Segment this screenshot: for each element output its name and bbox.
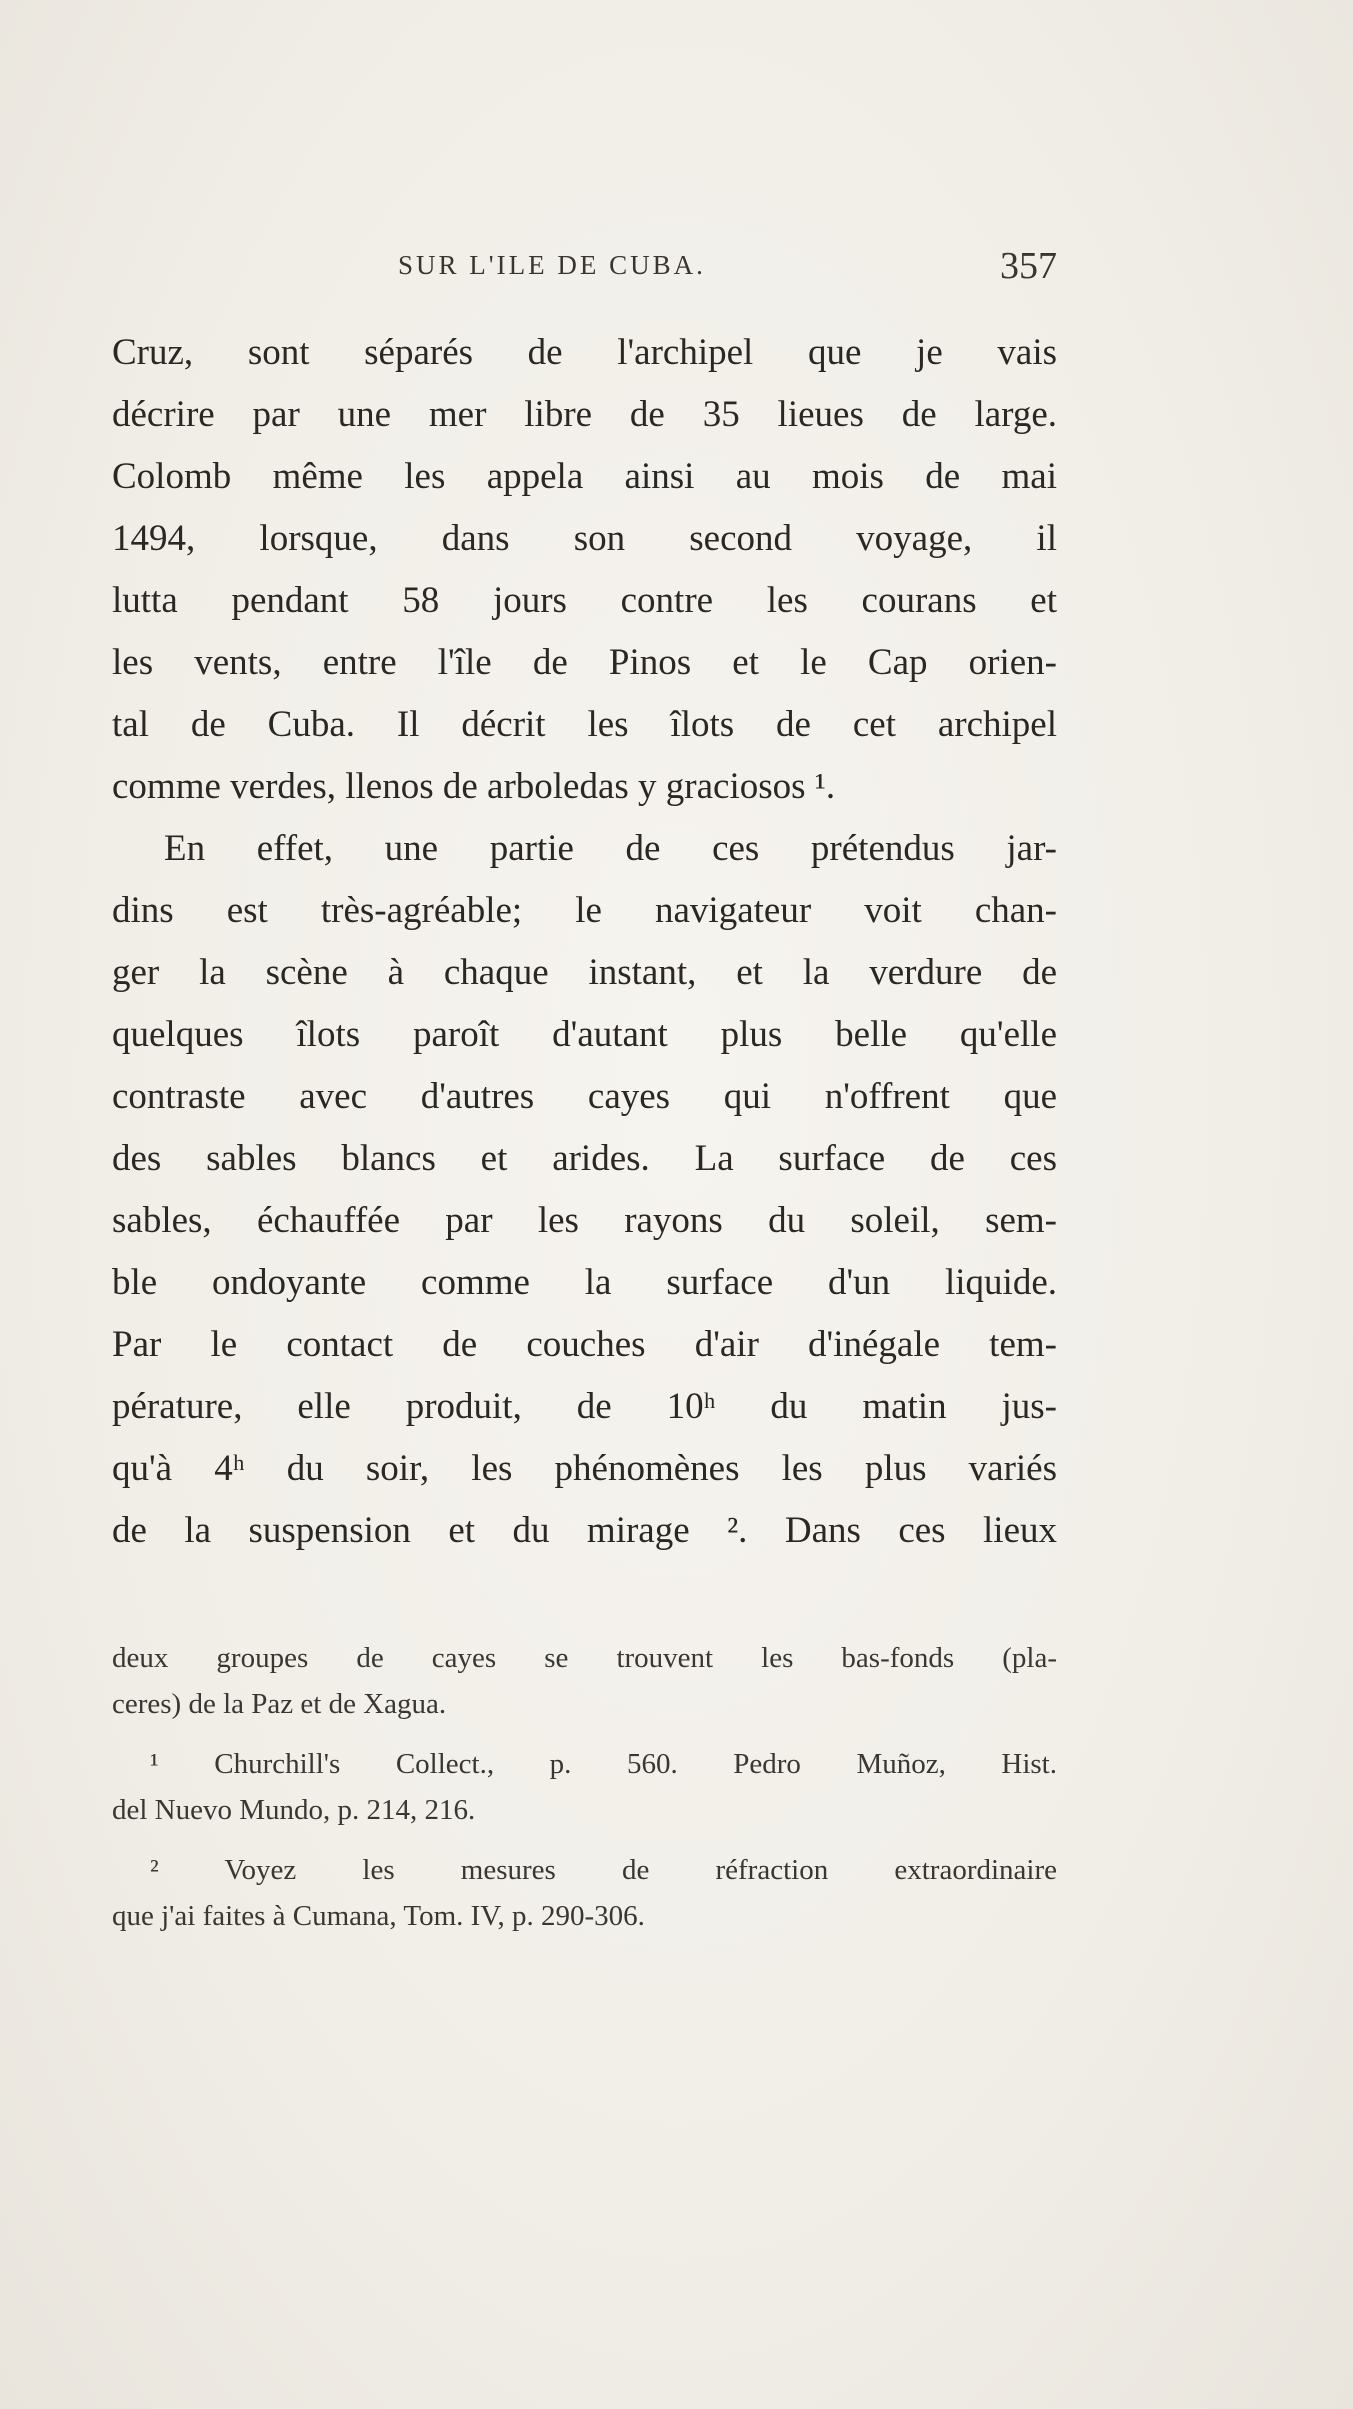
text-line: lutta pendant 58 jours contre les courans et (112, 580, 1057, 621)
text-line: Colomb même les appela ainsi au mois de mai (112, 456, 1057, 497)
running-head: SUR L'ILE DE CUBA. (398, 250, 706, 280)
text-line: qu'à 4ʰ du soir, les phénomènes les plus variés (112, 1448, 1057, 1489)
text-line: En effet, une partie de ces prétendus jar- (164, 828, 1057, 869)
footnote-line: deux groupes de cayes se trouvent les bas-fonds (pla- (112, 1642, 1057, 1674)
text-line: des sables blancs et arides. La surface de ces (112, 1138, 1057, 1179)
footnote-line: ceres) de la Paz et de Xagua. (112, 1688, 447, 1720)
text-line: sables, échauffée par les rayons du soleil, sem- (112, 1200, 1057, 1241)
text-line: tal de Cuba. Il décrit les îlots de cet archipel (112, 704, 1057, 745)
footnote-line: del Nuevo Mundo, p. 214, 216. (112, 1794, 476, 1826)
text-line: contraste avec d'autres cayes qui n'offrent que (112, 1076, 1057, 1117)
text-line: quelques îlots paroît d'autant plus belle qu'elle (112, 1014, 1057, 1055)
text-line: comme verdes, llenos de arboledas y graciosos ¹. (112, 766, 836, 807)
text-line: Cruz, sont séparés de l'archipel que je vais (112, 332, 1057, 373)
text-line: de la suspension et du mirage ². Dans ces lieux (112, 1510, 1057, 1551)
text-line: les vents, entre l'île de Pinos et le Cap orien- (112, 642, 1057, 683)
page-number: 357 (1000, 245, 1057, 287)
footnotes (112, 1635, 1057, 1939)
text-line: ble ondoyante comme la surface d'un liquide. (112, 1262, 1057, 1303)
text-line: 1494, lorsque, dans son second voyage, il (112, 518, 1057, 559)
footnote-line: que j'ai faites à Cumana, Tom. IV, p. 290-306. (112, 1900, 645, 1932)
text-line: pérature, elle produit, de 10ʰ du matin jus- (112, 1386, 1057, 1427)
text-line: décrire par une mer libre de 35 lieues de large. (112, 394, 1057, 435)
footnote-1: ¹ Churchill's Collect., p. 560. Pedro Muñoz, Hist. (150, 1748, 1057, 1780)
text-line: ger la scène à chaque instant, et la verdure de (112, 952, 1057, 993)
text-line: dins est très-agréable; le navigateur voit chan- (112, 890, 1057, 931)
text-line: Par le contact de couches d'air d'inégale tem- (112, 1324, 1057, 1365)
footnote-2: ² Voyez les mesures de réfraction extraordinaire (150, 1854, 1057, 1886)
body-text (112, 322, 1057, 1562)
page-header (112, 245, 1057, 290)
